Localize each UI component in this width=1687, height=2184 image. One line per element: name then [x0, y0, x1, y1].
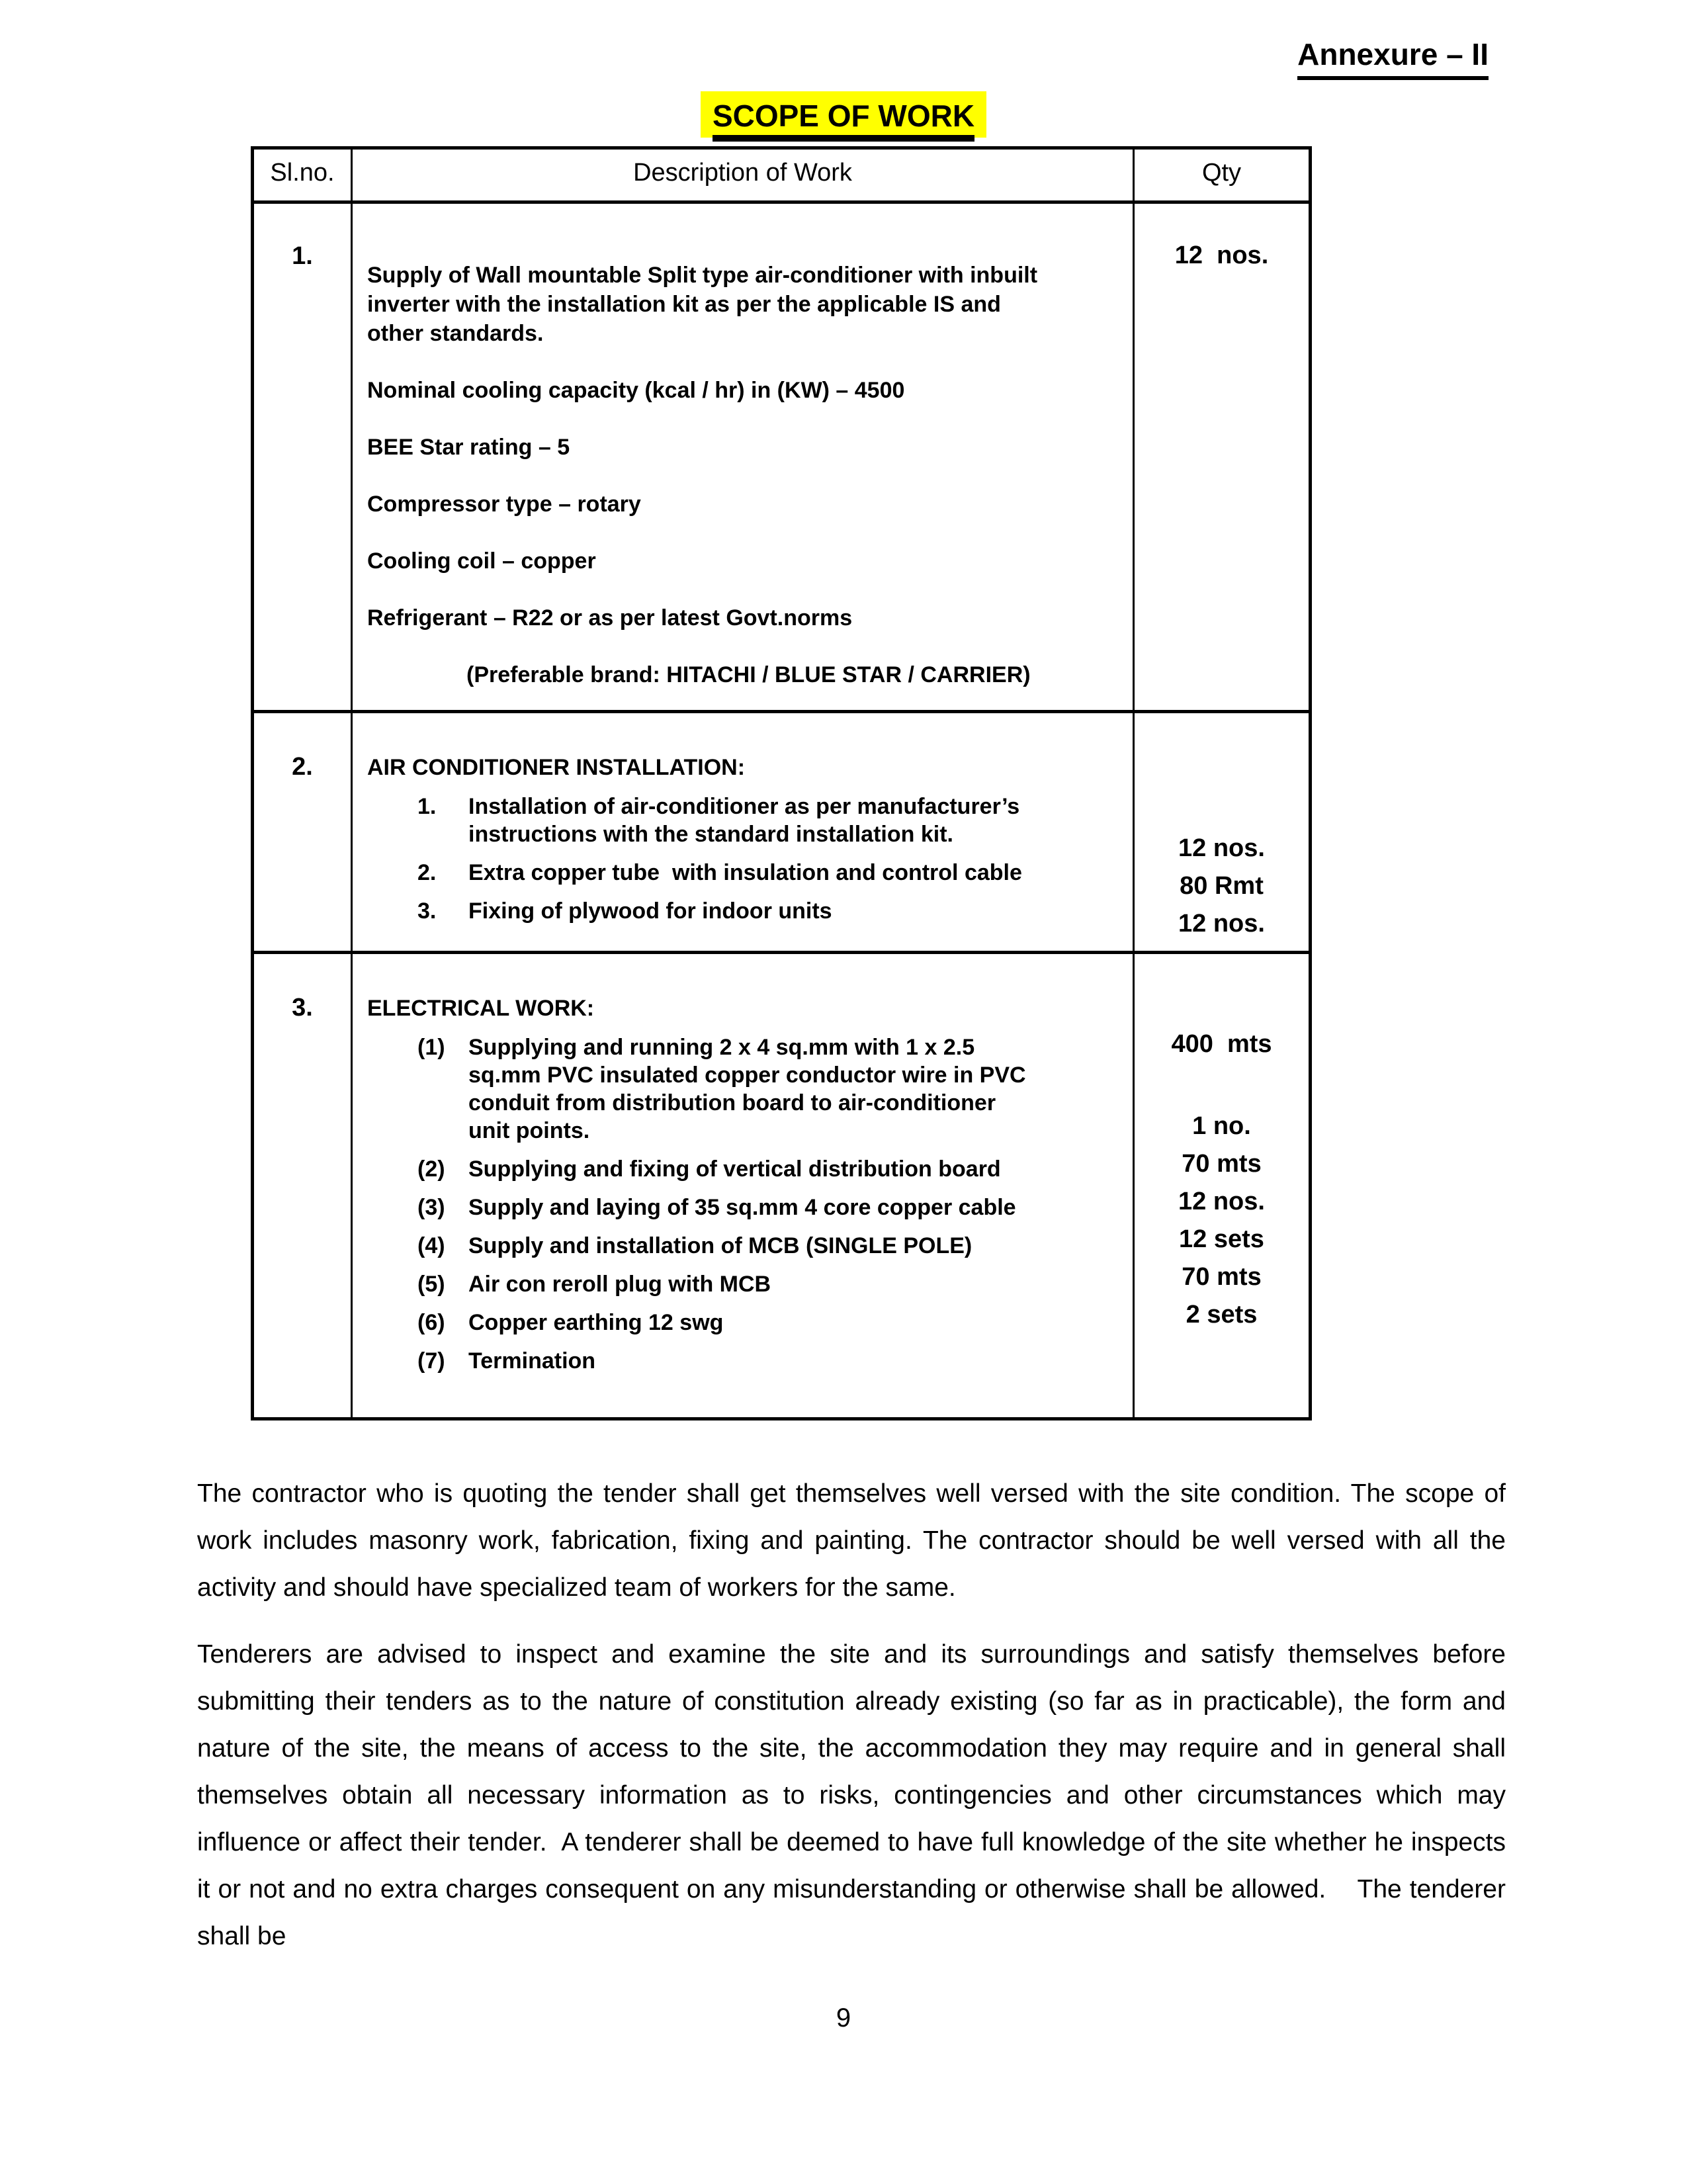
qty-value: 12 sets: [1179, 1225, 1264, 1253]
item-marker: 3.: [417, 898, 437, 924]
description-cell: [353, 954, 1135, 1417]
slno-cell: [254, 204, 353, 710]
row-heading: AIR CONDITIONER INSTALLATION:: [367, 755, 746, 780]
table-row: [254, 713, 1309, 954]
list-item: [367, 859, 1121, 887]
description-cell: [353, 713, 1135, 951]
item-marker: (5): [417, 1272, 445, 1297]
table-row: [254, 204, 1309, 713]
item-text: Supplying and running 2 x 4 sq.mm with 1 x 2.5 sq.mm PVC insulated copper conductor wire in PVC conduit from distribution board to air-conditioner unit points.: [468, 1035, 1033, 1143]
qty-cell: [1135, 204, 1309, 710]
list-item: [367, 1270, 1121, 1298]
list-item: [367, 1309, 1121, 1336]
list-item: [367, 1033, 1121, 1145]
qty-value: 70 mts: [1182, 1263, 1262, 1291]
item-marker: 2.: [417, 860, 437, 885]
qty-value: 70 mts: [1182, 1150, 1262, 1178]
qty-value: 1 no.: [1192, 1112, 1251, 1140]
item-text: Supply and laying of 35 sq.mm 4 core copper cable: [468, 1195, 1016, 1220]
qty-value: 12 nos.: [1174, 241, 1269, 269]
table-row: [254, 954, 1309, 1417]
paragraph: The contractor who is quoting the tender shall get themselves well versed with the site condition. The scope of work includes masonry work, fabrication, fixing and painting. The contractor should be well versed with all the activity and should have specialized team of workers for the same.: [197, 1479, 1513, 1602]
item-text: Copper earthing 12 swg: [468, 1310, 724, 1335]
description-paragraph: Refrigerant – R22 or as per latest Govt.norms: [367, 605, 853, 631]
qty-value: 12 nos.: [1178, 834, 1265, 862]
item-text: Installation of air-conditioner as per manufacturer’s instructions with the standard installation kit.: [468, 794, 1026, 847]
qty-value: 12 nos.: [1178, 1188, 1265, 1215]
slno-cell: [254, 954, 353, 1417]
description-paragraph: Compressor type – rotary: [367, 492, 641, 517]
serial-number: 1.: [292, 242, 313, 270]
qty-value: 12 nos.: [1178, 910, 1265, 938]
scope-of-work-table: [251, 146, 1312, 1420]
item-text: Fixing of plywood for indoor units: [468, 898, 832, 924]
description-paragraph: Cooling coil – copper: [367, 548, 596, 574]
header-slno: Sl.no.: [254, 150, 353, 200]
qty-cell: [1135, 713, 1309, 951]
description-paragraph: (Preferable brand: HITACHI / BLUE STAR / CARRIER): [466, 662, 1031, 687]
list-item: [367, 1232, 1121, 1260]
description-paragraph: Nominal cooling capacity (kcal / hr) in (KW) – 4500: [367, 378, 905, 403]
list-item: [367, 1194, 1121, 1221]
header-qty: Qty: [1201, 159, 1242, 187]
item-marker: (1): [417, 1035, 445, 1060]
item-marker: (3): [417, 1195, 445, 1220]
description-paragraph: BEE Star rating – 5: [367, 435, 570, 460]
qty-value: 80 Rmt: [1180, 872, 1264, 900]
slno-cell: [254, 713, 353, 951]
table-header-row: [254, 150, 1309, 204]
item-text: Extra copper tube with insulation and control cable: [468, 860, 1022, 885]
item-marker: (6): [417, 1310, 445, 1335]
serial-number: 2.: [292, 753, 313, 781]
item-text: Supplying and fixing of vertical distribution board: [468, 1157, 1001, 1182]
item-text: Air con reroll plug with MCB: [468, 1272, 771, 1297]
page-title: SCOPE OF WORK: [713, 99, 974, 142]
list-item: [367, 793, 1121, 848]
item-marker: (4): [417, 1233, 445, 1258]
item-text: Supply and installation of MCB (SINGLE POLE): [468, 1233, 973, 1258]
annexure-label: Annexure – II: [1297, 36, 1489, 80]
page-number: 9: [836, 2003, 851, 2032]
list-item: [367, 1155, 1121, 1183]
description-paragraph: Supply of Wall mountable Split type air-conditioner with inbuilt inverter with the installation kit as per the applicable IS and other standards.: [367, 263, 1044, 346]
item-marker: (2): [417, 1157, 445, 1182]
header-description: Description of Work: [353, 150, 1135, 200]
qty-value: 2 sets: [1186, 1301, 1258, 1329]
description-cell: [353, 204, 1135, 710]
title-row: [0, 91, 1687, 138]
page-title-highlight: [701, 91, 986, 138]
item-marker: (7): [417, 1348, 445, 1374]
row-heading: ELECTRICAL WORK:: [367, 996, 595, 1021]
table-body: [254, 204, 1309, 1417]
qty-cell: [1135, 954, 1309, 1417]
item-text: Termination: [468, 1348, 596, 1374]
qty-value: 400 mts: [1171, 1030, 1272, 1058]
list-item: [367, 897, 1121, 925]
body-paragraphs: [197, 1470, 1513, 1980]
paragraph: Tenderers are advised to inspect and examine the site and its surroundings and satisfy themselves before submitting their tenders as to the nature of constitution already existing (so far as in practicable), the form and nature of the site, the means of access to the site, the accommodation they may require and in general shall themselves obtain all necessary information as to risks, contingencies and other circumstances which may influence or affect their tender. A tenderer shall be deemed to have full knowledge of the site whether he inspects it or not and no extra charges consequent on any misunderstanding or otherwise shall be allowed. The tenderer shall be: [197, 1640, 1513, 1950]
serial-number: 3.: [292, 994, 313, 1022]
item-marker: 1.: [417, 794, 437, 819]
list-item: [367, 1347, 1121, 1375]
